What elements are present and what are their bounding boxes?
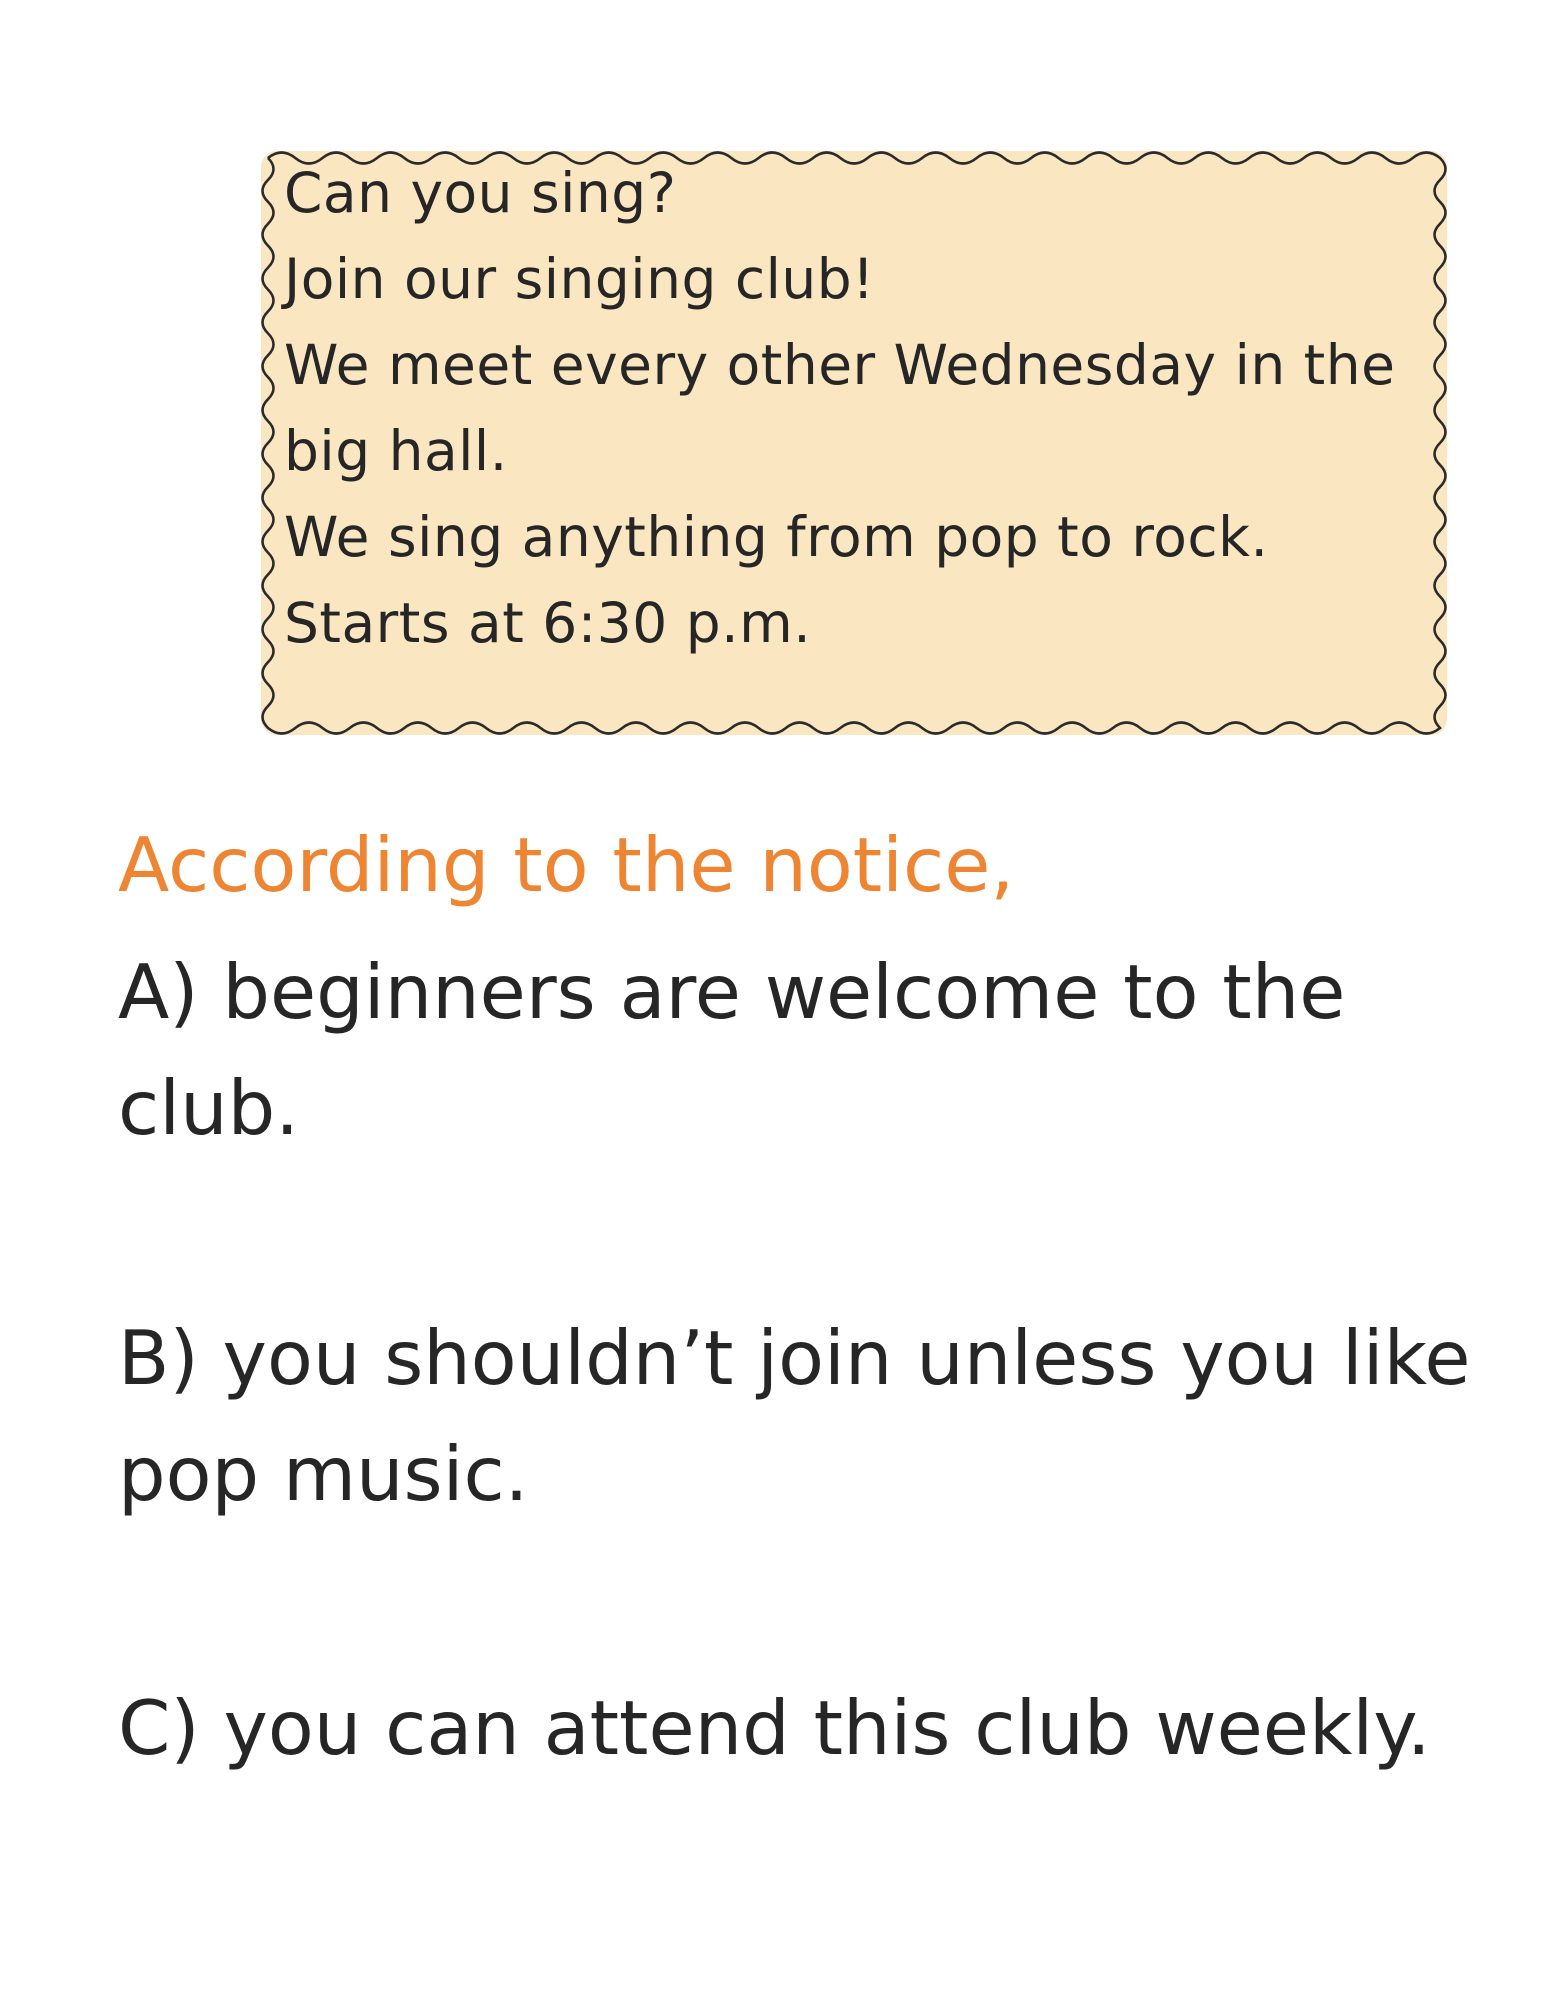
- notice-line-5: We sing anything from pop to rock.: [284, 505, 1269, 569]
- answer-option-a: [118, 934, 1345, 1166]
- answer-option-c: [118, 1670, 1431, 1786]
- option-c-line-1: C) you can attend this club weekly.: [118, 1684, 1431, 1772]
- notice-line-3: We meet every other Wednesday in the: [284, 333, 1396, 397]
- question-prompt: According to the notice,: [118, 821, 1015, 909]
- notice-line-2: Join our singing club!: [284, 247, 875, 311]
- notice-line-4: big hall.: [284, 419, 508, 483]
- notice-line-6: Starts at 6:30 p.m.: [284, 591, 812, 655]
- notice-text: [284, 150, 1434, 666]
- option-a-line-1: A) beginners are welcome to the: [118, 948, 1346, 1036]
- option-b-line-2: pop music.: [118, 1430, 529, 1518]
- answer-option-b: [118, 1300, 1471, 1532]
- option-b-line-1: B) you shouldn’t join unless you like: [118, 1314, 1471, 1402]
- option-a-line-2: club.: [118, 1064, 300, 1152]
- notice-line-1: Can you sing?: [284, 161, 677, 225]
- notice-card: [258, 148, 1450, 738]
